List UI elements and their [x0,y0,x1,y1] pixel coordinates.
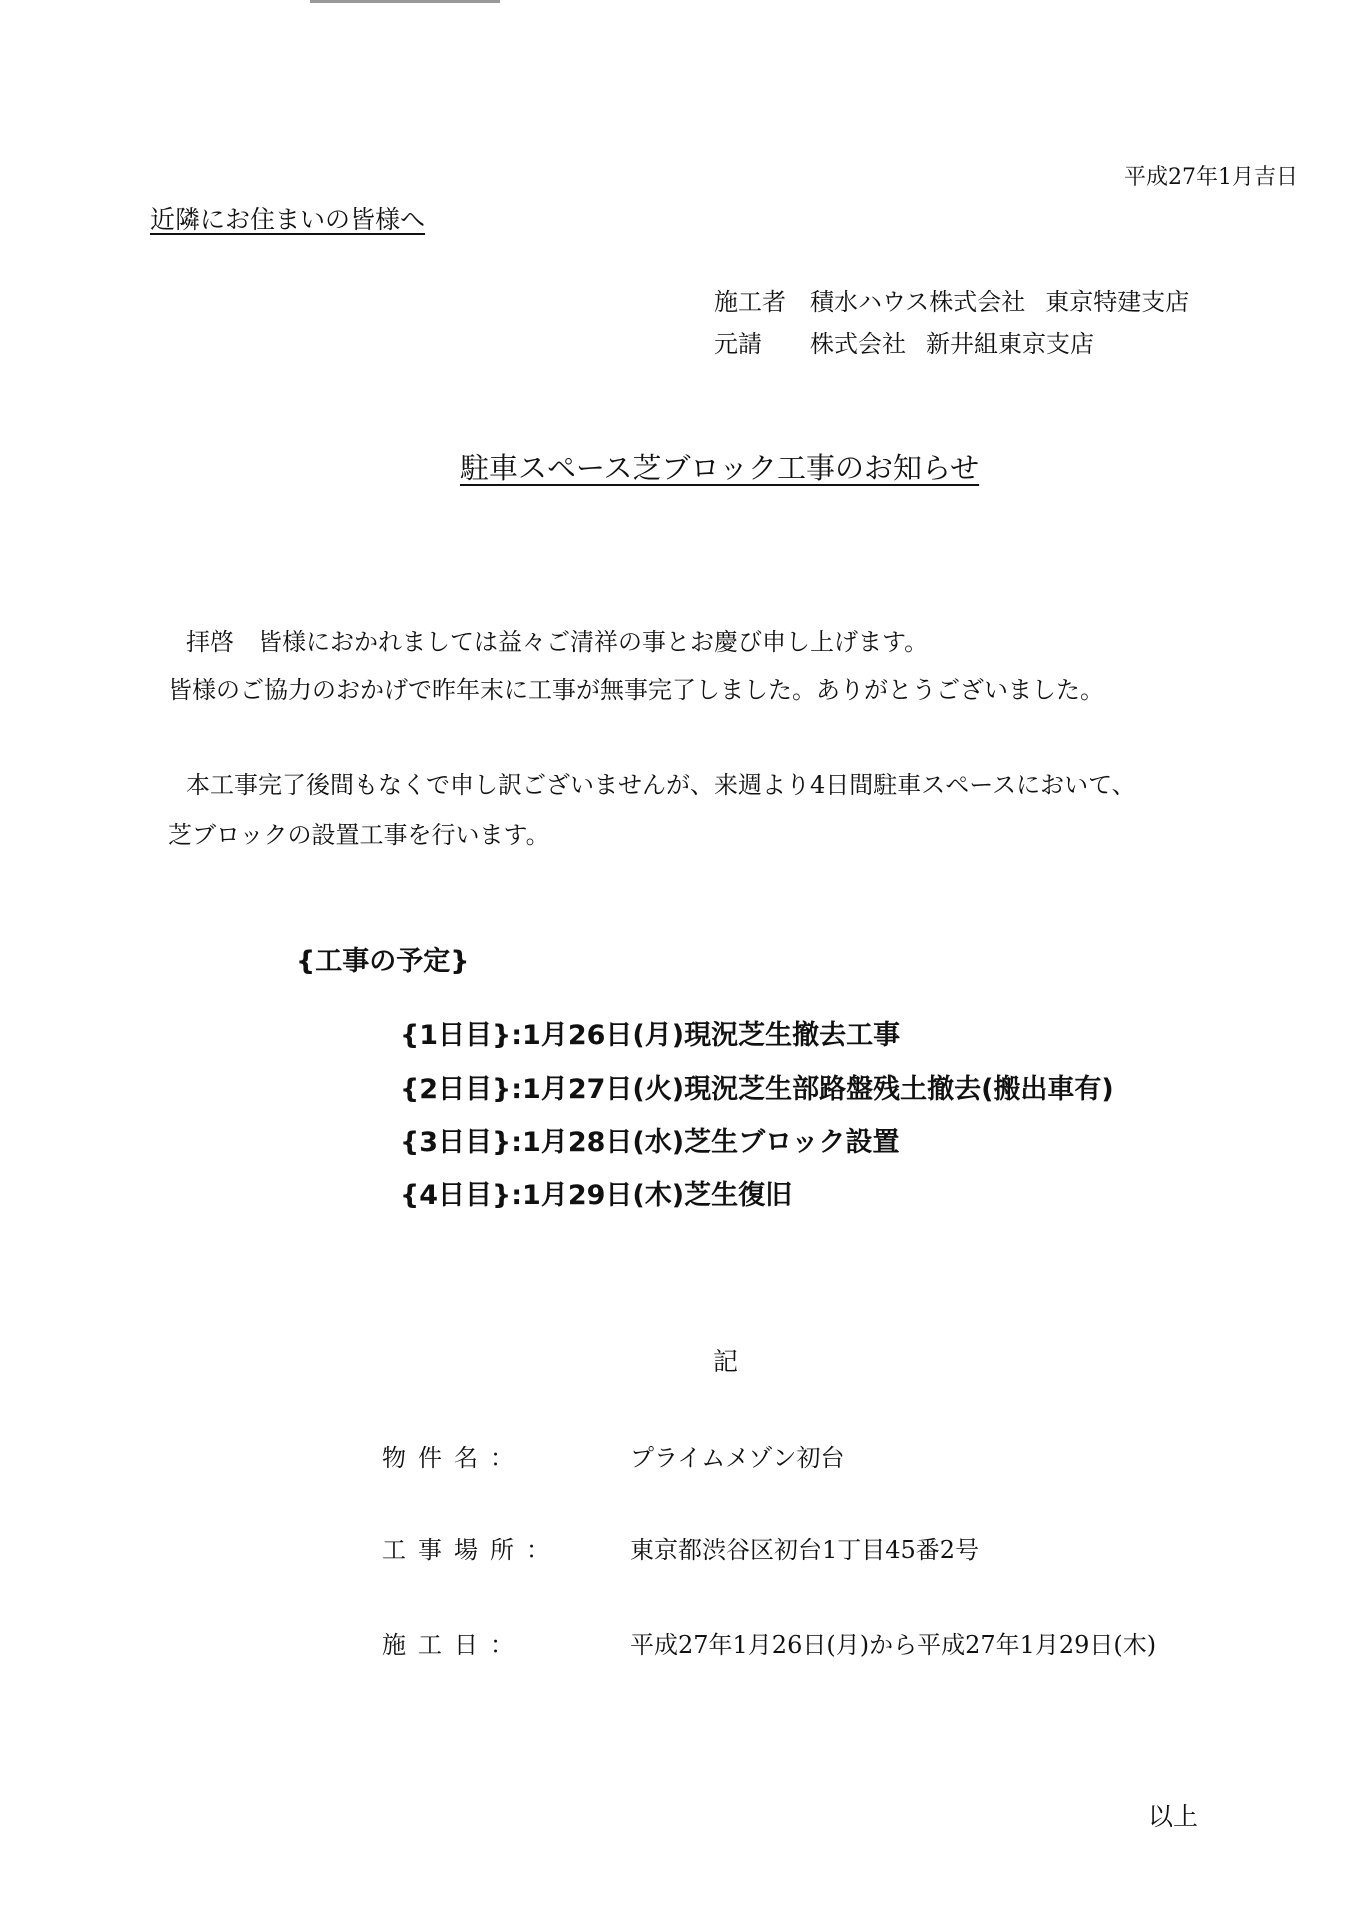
schedule-heading: {工事の予定} [296,946,470,977]
schedule-item: {2日目}:1月27日(火)現況芝生部路盤残土撤去(搬出車有) [400,1074,1114,1105]
sender-prime-contractor [714,324,1094,359]
notice-line-2: 芝ブロックの設置工事を行います。 [168,821,550,849]
detail-label: 施工日： [382,1631,526,1659]
issue-date: 平成27年1月吉日 [1124,165,1298,190]
detail-label: 工事場所： [382,1536,562,1564]
thanks-line: 皆様のご協力のおかげで昨年末に工事が無事完了しました。ありがとうございました。 [168,676,1104,704]
detail-dates [382,1625,1156,1660]
sender-contractor [714,282,1189,317]
detail-label: 物件名： [382,1444,526,1472]
sender-org: 株式会社 [810,330,906,358]
notice-title: 駐車スペース芝ブロック工事のお知らせ [460,451,980,485]
greeting-line: 拝啓 皆様におかれましては益々ご清祥の事とお慶び申し上げます。 [186,628,929,656]
detail-value: 平成27年1月26日(月)から平成27年1月29日(木) [630,1631,1157,1659]
sender-role: 元請 [714,330,762,358]
sender-org: 積水ハウス株式会社 [810,288,1026,316]
closing-word: 以上 [1148,1802,1199,1831]
detail-value: 東京都渋谷区初台1丁目45番2号 [630,1536,980,1564]
scan-artifact-mark [310,0,500,3]
sender-branch: 東京特建支店 [1045,288,1190,316]
sender-branch: 新井組東京支店 [926,330,1094,358]
detail-value: プライムメゾン初台 [630,1444,845,1472]
notice-line-1: 本工事完了後間もなくで申し訳ございませんが、来週より4日間駐車スペースにおいて、 [186,771,1136,799]
detail-location [382,1530,979,1565]
sender-role: 施工者 [714,288,786,316]
schedule-item: {4日目}:1月29日(木)芝生復旧 [400,1180,793,1211]
detail-property [382,1438,845,1473]
schedule-item: {1日目}:1月26日(月)現況芝生撤去工事 [400,1020,901,1051]
addressee: 近隣にお住まいの皆様へ [150,205,426,234]
schedule-item: {3日目}:1月28日(水)芝生ブロック設置 [400,1127,900,1158]
ki-heading: 記 [713,1347,739,1376]
